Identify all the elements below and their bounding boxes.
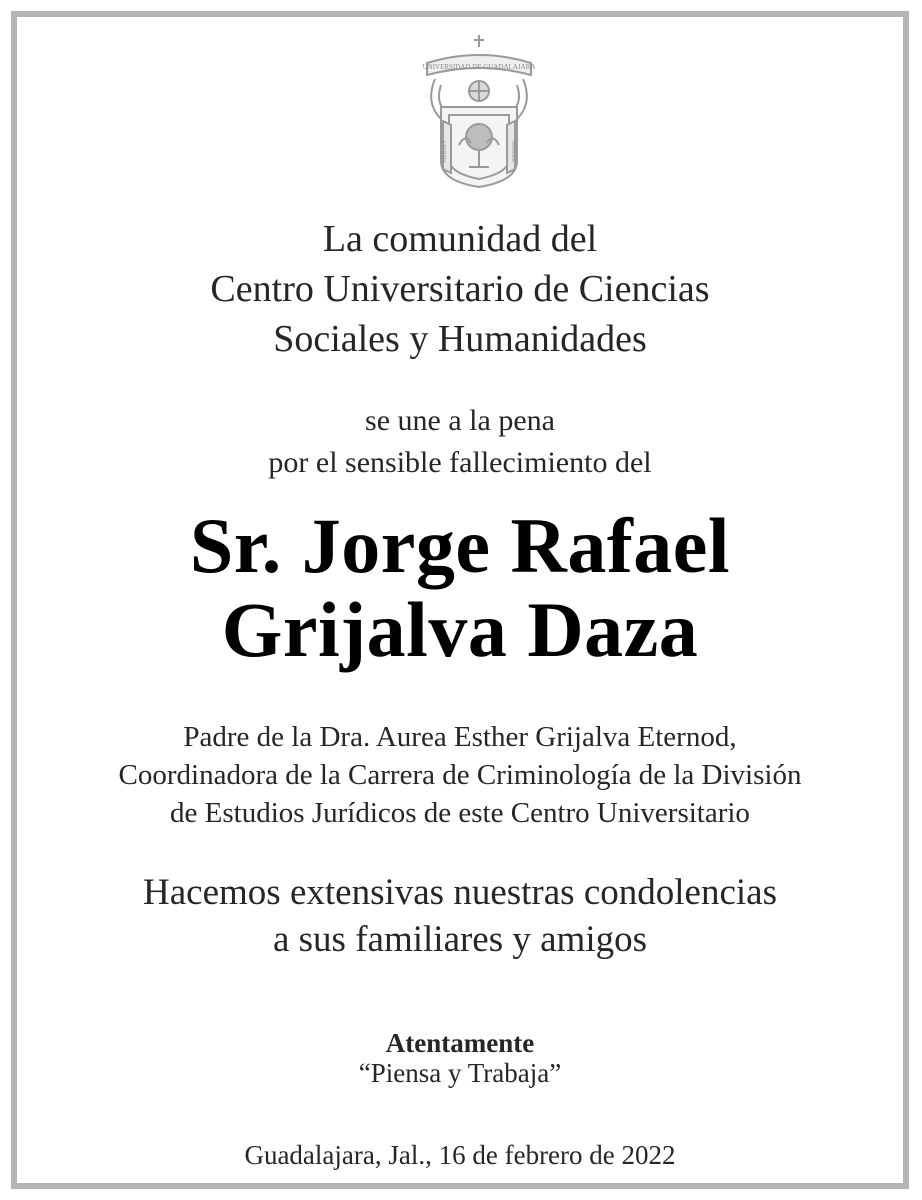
- community-header: [17, 214, 903, 364]
- motto-text: “Piensa y Trabaja”: [358, 1058, 562, 1088]
- community-line-1: La comunidad del: [322, 218, 598, 260]
- relation-description: [17, 718, 903, 832]
- relation-line-1: Padre de la Dra. Aurea Esther Grijalva Eternod,: [183, 721, 737, 753]
- deceased-name-line-1: Sr. Jorge Rafael: [189, 502, 731, 589]
- condolences-message: [17, 869, 903, 963]
- community-line-3: Sociales y Humanidades: [273, 318, 647, 360]
- regards-text: Atentamente: [385, 1028, 535, 1058]
- intro-line-1: se une a la pena: [365, 404, 555, 437]
- intro-line-2: por el sensible fallecimiento del: [268, 446, 652, 479]
- deceased-name-line-2: Grijalva Daza: [221, 586, 699, 673]
- relation-line-3: de Estudios Jurídicos de este Centro Universitario: [170, 797, 750, 829]
- obituary-notice: [11, 11, 909, 1189]
- svg-text:UNIVERSIDAD DE GUADALAJARA: UNIVERSIDAD DE GUADALAJARA: [422, 63, 536, 71]
- condolences-line-1: Hacemos extensivas nuestras condolencias: [143, 872, 777, 913]
- university-seal-icon: [415, 33, 543, 191]
- svg-text:TRABAJA: TRABAJA: [510, 139, 515, 163]
- condolence-intro: [17, 400, 903, 484]
- place-date-text: Guadalajara, Jal., 16 de febrero de 2022: [244, 1140, 676, 1170]
- condolences-line-2: a sus familiares y amigos: [272, 919, 648, 960]
- place-date: [17, 1137, 903, 1173]
- regards-block: [17, 1028, 903, 1088]
- deceased-name: [17, 504, 903, 672]
- community-line-2: Centro Universitario de Ciencias: [210, 268, 710, 310]
- relation-line-2: Coordinadora de la Carrera de Criminología de la División: [118, 759, 802, 791]
- svg-text:PIENSA Y: PIENSA Y: [443, 140, 448, 162]
